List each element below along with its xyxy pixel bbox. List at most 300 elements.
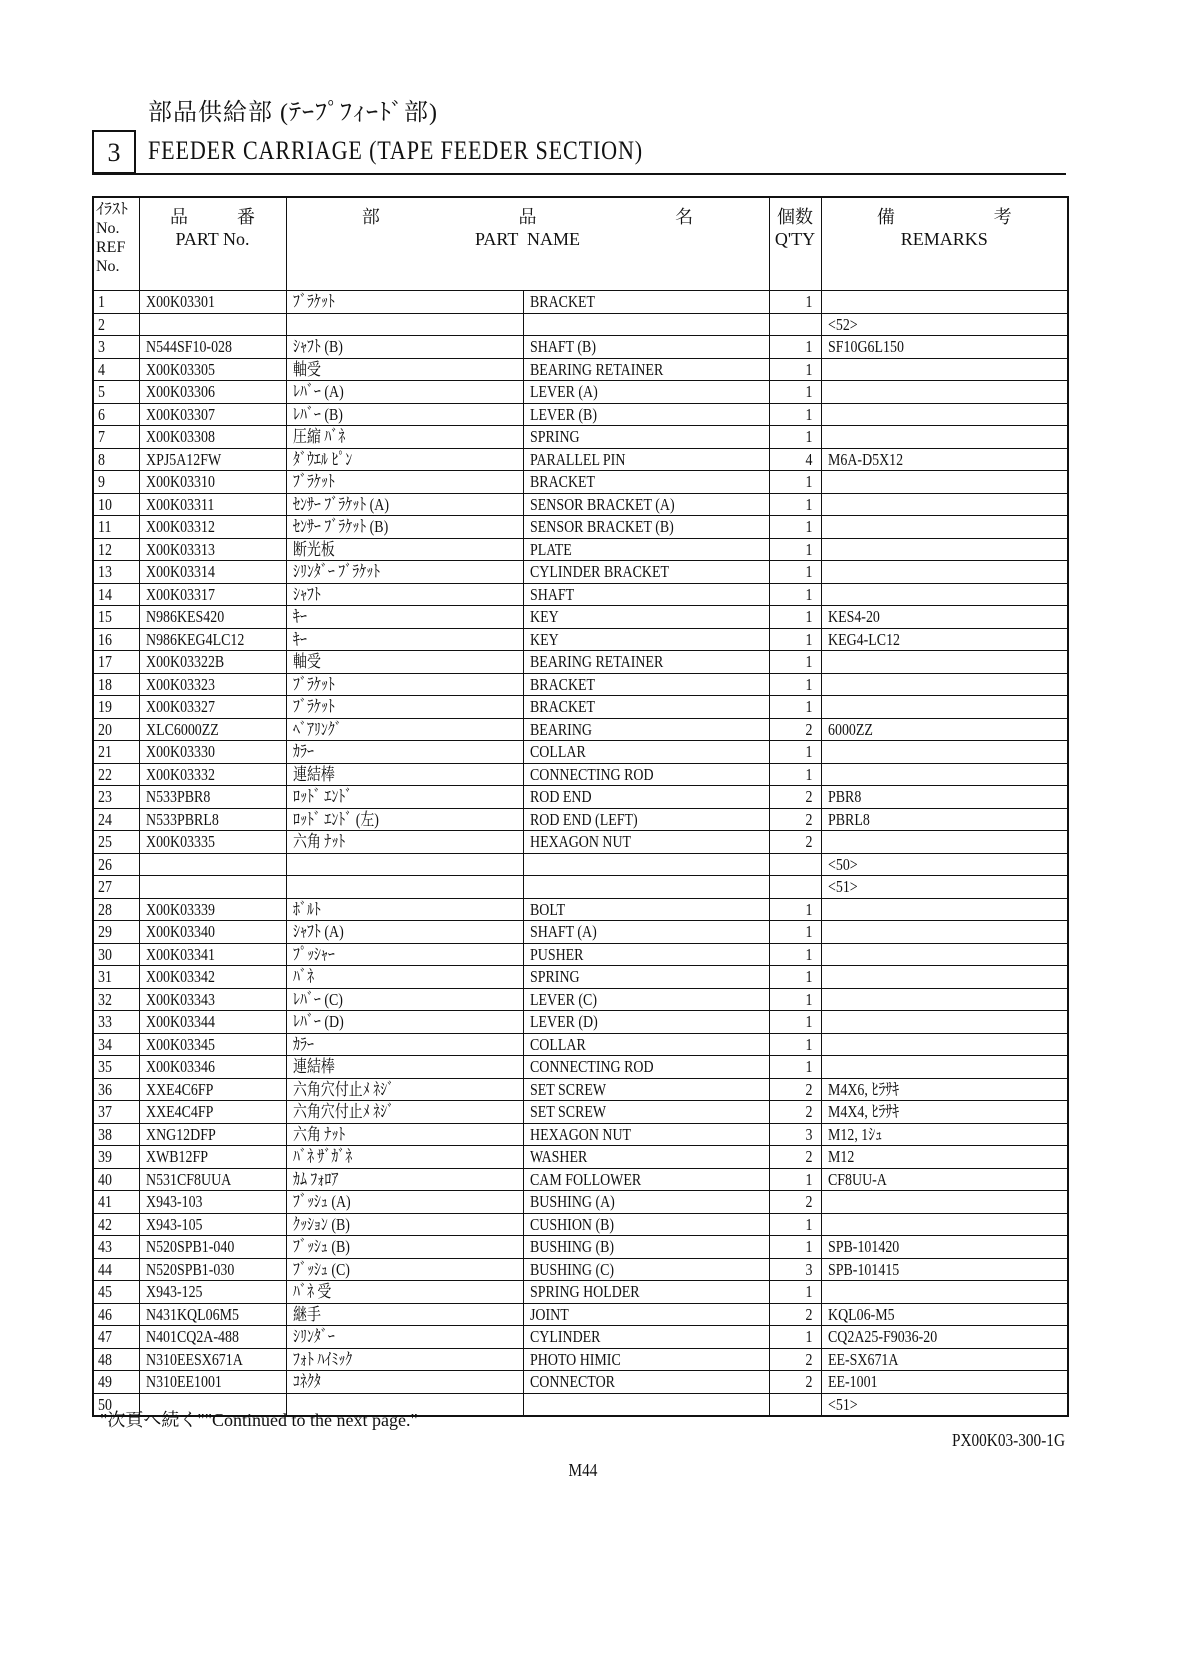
part-no-text: XWB12FP xyxy=(145,1147,208,1167)
table-row xyxy=(93,853,1068,876)
part-no-text: X00K03301 xyxy=(145,292,215,312)
remarks-text: EE-SX671A xyxy=(827,1349,898,1369)
part-no-text: X00K03341 xyxy=(145,944,215,964)
cell-qty xyxy=(769,516,821,539)
cell-part-name-jp xyxy=(286,358,523,381)
qty-text: 2 xyxy=(805,1102,813,1122)
ref-no-text: 22 xyxy=(98,764,112,784)
cell-part-no xyxy=(139,561,286,584)
part-name-en-text: CONNECTOR xyxy=(529,1372,615,1392)
cell-ref-no xyxy=(93,1281,139,1304)
cell-part-name-jp xyxy=(286,291,523,314)
ref-no-text: 21 xyxy=(98,742,112,762)
part-no-text: N533PBRL8 xyxy=(145,809,219,829)
cell-part-name-jp xyxy=(286,448,523,471)
part-name-en-text: BRACKET xyxy=(529,674,595,694)
ref-no-text: 12 xyxy=(98,539,112,559)
header-part-no xyxy=(139,197,286,291)
cell-part-name-en xyxy=(523,516,769,539)
cell-part-name-en xyxy=(523,1281,769,1304)
part-name-jp-text: 圧縮 ﾊﾞﾈ xyxy=(292,427,345,447)
cell-part-no xyxy=(139,651,286,674)
table-row xyxy=(93,1236,1068,1259)
qty-text: 1 xyxy=(805,292,813,312)
cell-remarks xyxy=(821,673,1068,696)
part-no-text: X00K03332 xyxy=(145,764,215,784)
cell-ref-no xyxy=(93,561,139,584)
ref-no-text: 36 xyxy=(98,1079,112,1099)
cell-remarks xyxy=(821,1281,1068,1304)
part-name-jp-text: ﾚﾊﾞｰ (D) xyxy=(292,1012,344,1032)
cell-ref-no xyxy=(93,336,139,359)
table-row xyxy=(93,313,1068,336)
table-row xyxy=(93,898,1068,921)
table-row xyxy=(93,426,1068,449)
part-no-text: X00K03313 xyxy=(145,539,215,559)
cell-qty xyxy=(769,1078,821,1101)
cell-qty xyxy=(769,471,821,494)
part-name-jp-text: ｼｬﾌﾄ (B) xyxy=(292,337,343,357)
part-name-jp-text: ｸｯｼｮﾝ (B) xyxy=(292,1214,350,1234)
cell-part-no xyxy=(139,763,286,786)
cell-qty xyxy=(769,583,821,606)
qty-text: 1 xyxy=(805,1057,813,1077)
cell-part-name-jp xyxy=(286,943,523,966)
cell-part-name-en xyxy=(523,921,769,944)
qty-text: 1 xyxy=(805,1169,813,1189)
cell-part-name-en xyxy=(523,1033,769,1056)
cell-ref-no xyxy=(93,381,139,404)
part-no-text: XXE4C4FP xyxy=(145,1102,213,1122)
cell-qty xyxy=(769,448,821,471)
table-row xyxy=(93,741,1068,764)
cell-part-name-en xyxy=(523,718,769,741)
cell-part-name-en xyxy=(523,358,769,381)
part-no-text: X00K03343 xyxy=(145,989,215,1009)
cell-remarks xyxy=(821,1191,1068,1214)
part-no-text: N401CQ2A-488 xyxy=(145,1327,239,1347)
part-name-en-text: LEVER (A) xyxy=(529,382,598,402)
remarks-text: <50> xyxy=(827,854,858,874)
ref-no-text: 5 xyxy=(98,382,105,402)
cell-qty xyxy=(769,718,821,741)
cell-part-name-en xyxy=(523,943,769,966)
part-no-text: X00K03312 xyxy=(145,517,215,537)
table-row xyxy=(93,471,1068,494)
cell-part-no xyxy=(139,853,286,876)
cell-remarks xyxy=(821,313,1068,336)
cell-part-no xyxy=(139,1258,286,1281)
table-row xyxy=(93,1056,1068,1079)
ref-no-text: 2 xyxy=(98,314,105,334)
ref-no-text: 32 xyxy=(98,989,112,1009)
ref-no-text: 20 xyxy=(98,719,112,739)
qty-text: 2 xyxy=(805,787,813,807)
cell-part-name-en xyxy=(523,561,769,584)
ref-no-text: 39 xyxy=(98,1147,112,1167)
header-jp: 番 xyxy=(237,207,255,227)
header-ref-line: No. xyxy=(96,220,120,237)
part-name-jp-text: ﾌﾞﾗｹｯﾄ xyxy=(292,472,335,492)
qty-text: 1 xyxy=(805,359,813,379)
qty-text: 1 xyxy=(805,1237,813,1257)
remarks-text: M4X4, ﾋﾗｻｷ xyxy=(827,1102,899,1122)
cell-ref-no xyxy=(93,1101,139,1124)
cell-part-no xyxy=(139,493,286,516)
cell-part-name-en xyxy=(523,696,769,719)
cell-qty xyxy=(769,1146,821,1169)
part-name-en-text: BEARING xyxy=(529,719,592,739)
part-name-en-text: BOLT xyxy=(529,899,565,919)
cell-part-no xyxy=(139,1371,286,1394)
cell-part-no xyxy=(139,1146,286,1169)
cell-part-no xyxy=(139,673,286,696)
ref-no-text: 1 xyxy=(98,292,105,312)
table-row xyxy=(93,538,1068,561)
cell-part-name-en xyxy=(523,1101,769,1124)
table-row xyxy=(93,1011,1068,1034)
table-row xyxy=(93,1191,1068,1214)
part-no-text: N544SF10-028 xyxy=(145,337,232,357)
cell-part-no xyxy=(139,1213,286,1236)
cell-part-no xyxy=(139,1326,286,1349)
cell-remarks xyxy=(821,1258,1068,1281)
cell-ref-no xyxy=(93,1348,139,1371)
ref-no-text: 23 xyxy=(98,787,112,807)
cell-qty xyxy=(769,673,821,696)
ref-no-text: 16 xyxy=(98,629,112,649)
cell-part-name-en xyxy=(523,898,769,921)
cell-ref-no xyxy=(93,831,139,854)
part-name-en-text: SENSOR BRACKET (B) xyxy=(529,517,674,537)
cell-part-no xyxy=(139,808,286,831)
qty-text: 1 xyxy=(805,562,813,582)
remarks-text: PBRL8 xyxy=(827,809,870,829)
cell-qty xyxy=(769,1123,821,1146)
ref-no-text: 48 xyxy=(98,1349,112,1369)
cell-part-name-en xyxy=(523,876,769,899)
qty-text: 1 xyxy=(805,607,813,627)
cell-remarks xyxy=(821,1371,1068,1394)
ref-no-text: 25 xyxy=(98,832,112,852)
table-row xyxy=(93,786,1068,809)
part-name-en-text: PHOTO HIMIC xyxy=(529,1349,621,1369)
part-name-jp-text: ﾚﾊﾞｰ (C) xyxy=(292,989,343,1009)
cell-part-no xyxy=(139,1011,286,1034)
qty-text: 1 xyxy=(805,1012,813,1032)
cell-remarks xyxy=(821,1236,1068,1259)
cell-qty xyxy=(769,358,821,381)
cell-qty xyxy=(769,1213,821,1236)
table-row xyxy=(93,448,1068,471)
part-no-text: X00K03317 xyxy=(145,584,215,604)
cell-part-name-jp xyxy=(286,808,523,831)
part-no-text: X00K03307 xyxy=(145,404,215,424)
cell-part-name-en xyxy=(523,1371,769,1394)
part-name-en-text: ROD END xyxy=(529,787,592,807)
cell-remarks xyxy=(821,1168,1068,1191)
table-row xyxy=(93,808,1068,831)
part-name-en-text: CUSHION (B) xyxy=(529,1214,614,1234)
qty-text: 1 xyxy=(805,674,813,694)
title-divider xyxy=(92,173,1066,175)
cell-remarks xyxy=(821,606,1068,629)
part-name-en-text: BRACKET xyxy=(529,697,595,717)
cell-part-name-jp xyxy=(286,471,523,494)
part-name-jp-text: ﾌﾞﾗｹｯﾄ xyxy=(292,674,335,694)
part-no-text: X00K03339 xyxy=(145,899,215,919)
cell-part-name-jp xyxy=(286,651,523,674)
part-name-jp-text: ﾀﾞｳｴﾙ ﾋﾟﾝ xyxy=(292,449,352,469)
part-name-en-text: WASHER xyxy=(529,1147,587,1167)
qty-text: 1 xyxy=(805,1034,813,1054)
cell-part-name-jp xyxy=(286,1348,523,1371)
part-no-text: N310EE1001 xyxy=(145,1372,222,1392)
table-row xyxy=(93,628,1068,651)
part-no-text: X00K03345 xyxy=(145,1034,215,1054)
table-row xyxy=(93,1303,1068,1326)
table-row xyxy=(93,943,1068,966)
part-no-text: X00K03308 xyxy=(145,427,215,447)
cell-part-name-en xyxy=(523,966,769,989)
cell-ref-no xyxy=(93,1258,139,1281)
cell-remarks xyxy=(821,1033,1068,1056)
cell-ref-no xyxy=(93,673,139,696)
cell-qty xyxy=(769,651,821,674)
ref-no-text: 7 xyxy=(98,427,105,447)
part-name-en-text: SPRING HOLDER xyxy=(529,1282,640,1302)
part-no-text: X00K03335 xyxy=(145,832,215,852)
cell-part-name-en xyxy=(523,1303,769,1326)
ref-no-text: 38 xyxy=(98,1124,112,1144)
cell-remarks xyxy=(821,358,1068,381)
cell-qty xyxy=(769,1303,821,1326)
ref-no-text: 13 xyxy=(98,562,112,582)
cell-part-name-en xyxy=(523,1146,769,1169)
cell-part-name-jp xyxy=(286,1326,523,1349)
part-no-text: X00K03346 xyxy=(145,1057,215,1077)
cell-ref-no xyxy=(93,426,139,449)
part-name-en-text: SPRING xyxy=(529,967,580,987)
part-name-jp-text: ｼｬﾌﾄ xyxy=(292,584,321,604)
cell-ref-no xyxy=(93,786,139,809)
table-row xyxy=(93,583,1068,606)
cell-part-name-jp xyxy=(286,1168,523,1191)
cell-qty xyxy=(769,1393,821,1416)
ref-no-text: 33 xyxy=(98,1012,112,1032)
remarks-text: SF10G6L150 xyxy=(827,337,904,357)
part-name-jp-text: ﾚﾊﾞｰ (B) xyxy=(292,404,343,424)
remarks-text: <52> xyxy=(827,314,858,334)
cell-part-no xyxy=(139,538,286,561)
qty-text: 2 xyxy=(805,1079,813,1099)
part-no-text: X943-103 xyxy=(145,1192,203,1212)
ref-no-text: 19 xyxy=(98,697,112,717)
cell-part-name-jp xyxy=(286,1123,523,1146)
part-name-jp-text: ﾌﾟｯｼｬｰ xyxy=(292,944,335,964)
cell-qty xyxy=(769,381,821,404)
cell-part-name-en xyxy=(523,763,769,786)
cell-ref-no xyxy=(93,583,139,606)
part-name-en-text: SHAFT (B) xyxy=(529,337,596,357)
cell-part-name-jp xyxy=(286,493,523,516)
part-name-en-text: PUSHER xyxy=(529,944,583,964)
part-name-jp-text: ﾛｯﾄﾞ ｴﾝﾄﾞ xyxy=(292,787,352,807)
part-name-jp-text: 六角穴付止ﾒ ﾈｼﾞ xyxy=(292,1102,394,1122)
cell-part-no xyxy=(139,741,286,764)
qty-text: 2 xyxy=(805,1147,813,1167)
cell-part-no xyxy=(139,1168,286,1191)
cell-qty xyxy=(769,1191,821,1214)
cell-part-name-en xyxy=(523,1123,769,1146)
continued-note: "次頁へ続く""Continued to the next page." xyxy=(100,1410,418,1430)
cell-part-name-jp xyxy=(286,1146,523,1169)
cell-ref-no xyxy=(93,1078,139,1101)
cell-part-no xyxy=(139,336,286,359)
cell-part-name-jp xyxy=(286,898,523,921)
remarks-text: 6000ZZ xyxy=(827,719,873,739)
qty-text: 1 xyxy=(805,629,813,649)
part-name-jp-text: ｶﾑ ﾌｫﾛｱ xyxy=(292,1169,338,1189)
cell-ref-no xyxy=(93,651,139,674)
cell-remarks xyxy=(821,1123,1068,1146)
part-no-text: XNG12DFP xyxy=(145,1124,216,1144)
cell-ref-no xyxy=(93,448,139,471)
part-no-text: X00K03340 xyxy=(145,922,215,942)
cell-remarks xyxy=(821,696,1068,719)
table-row xyxy=(93,1146,1068,1169)
part-no-text: X943-105 xyxy=(145,1214,203,1234)
cell-qty xyxy=(769,988,821,1011)
part-name-en-text: CONNECTING ROD xyxy=(529,764,654,784)
cell-remarks xyxy=(821,651,1068,674)
ref-no-text: 29 xyxy=(98,922,112,942)
cell-ref-no xyxy=(93,876,139,899)
cell-qty xyxy=(769,336,821,359)
header-en: REMARKS xyxy=(900,229,988,249)
cell-ref-no xyxy=(93,313,139,336)
qty-text: 1 xyxy=(805,494,813,514)
cell-qty xyxy=(769,291,821,314)
cell-part-name-en xyxy=(523,1393,769,1416)
cell-part-name-jp xyxy=(286,1191,523,1214)
ref-no-text: 28 xyxy=(98,899,112,919)
cell-remarks xyxy=(821,943,1068,966)
ref-no-text: 44 xyxy=(98,1259,112,1279)
ref-no-text: 9 xyxy=(98,472,105,492)
header-jp: 部 xyxy=(361,207,380,227)
cell-ref-no xyxy=(93,853,139,876)
cell-ref-no xyxy=(93,403,139,426)
cell-part-name-jp xyxy=(286,583,523,606)
qty-text: 1 xyxy=(805,382,813,402)
cell-part-name-jp xyxy=(286,1258,523,1281)
cell-part-name-jp xyxy=(286,988,523,1011)
cell-ref-no xyxy=(93,1168,139,1191)
part-name-jp-text: ﾊﾞﾈ 受 xyxy=(292,1282,331,1302)
cell-part-no xyxy=(139,381,286,404)
cell-qty xyxy=(769,831,821,854)
part-no-text: N520SPB1-040 xyxy=(145,1237,234,1257)
page-number: M44 xyxy=(568,1460,598,1480)
cell-remarks xyxy=(821,403,1068,426)
cell-remarks xyxy=(821,516,1068,539)
cell-qty xyxy=(769,628,821,651)
cell-remarks xyxy=(821,1101,1068,1124)
cell-part-name-jp xyxy=(286,966,523,989)
cell-ref-no xyxy=(93,1213,139,1236)
table-row xyxy=(93,673,1068,696)
cell-part-no xyxy=(139,628,286,651)
cell-remarks xyxy=(821,583,1068,606)
cell-part-name-en xyxy=(523,831,769,854)
cell-qty xyxy=(769,921,821,944)
part-name-jp-text: ﾌﾞﾗｹｯﾄ xyxy=(292,292,335,312)
part-name-jp-text: ﾌﾞﾗｹｯﾄ xyxy=(292,697,335,717)
qty-text: 1 xyxy=(805,584,813,604)
part-no-text: X00K03305 xyxy=(145,359,215,379)
part-name-en-text: CONNECTING ROD xyxy=(529,1057,654,1077)
page-title-jp: 部品供給部 (ﾃｰﾌﾟﾌｨｰﾄﾞ部) xyxy=(148,100,438,126)
qty-text: 3 xyxy=(805,1124,813,1144)
part-name-jp-text: 軸受 xyxy=(292,652,321,672)
part-no-text: X00K03342 xyxy=(145,967,215,987)
cell-ref-no xyxy=(93,1056,139,1079)
cell-ref-no xyxy=(93,921,139,944)
document-number: PX00K03-300-1G xyxy=(951,1430,1065,1450)
table-row xyxy=(93,1168,1068,1191)
ref-no-text: 49 xyxy=(98,1372,112,1392)
header-ref-no xyxy=(93,197,139,291)
cell-part-name-en xyxy=(523,1258,769,1281)
part-name-jp-text: 連結棒 xyxy=(292,764,335,784)
cell-part-name-jp xyxy=(286,763,523,786)
cell-ref-no xyxy=(93,516,139,539)
table-row xyxy=(93,1348,1068,1371)
cell-part-no xyxy=(139,1033,286,1056)
part-name-jp-text: 六角穴付止ﾒ ﾈｼﾞ xyxy=(292,1079,394,1099)
cell-part-name-en xyxy=(523,1213,769,1236)
header-jp: 備 xyxy=(876,207,895,227)
part-name-jp-text: ﾌﾞｯｼｭ (C) xyxy=(292,1259,350,1279)
qty-text: 1 xyxy=(805,697,813,717)
part-name-en-text: CAM FOLLOWER xyxy=(529,1169,641,1189)
section-number: 3 xyxy=(92,130,136,174)
cell-remarks xyxy=(821,1056,1068,1079)
part-name-jp-text: ｼｬﾌﾄ (A) xyxy=(292,922,344,942)
part-no-text: X943-125 xyxy=(145,1282,203,1302)
qty-text: 1 xyxy=(805,472,813,492)
cell-part-no xyxy=(139,313,286,336)
cell-qty xyxy=(769,966,821,989)
remarks-text: KQL06-M5 xyxy=(827,1304,895,1324)
remarks-text: EE-1001 xyxy=(827,1372,878,1392)
cell-ref-no xyxy=(93,1011,139,1034)
cell-part-no xyxy=(139,448,286,471)
cell-part-name-jp xyxy=(286,1371,523,1394)
cell-remarks xyxy=(821,1011,1068,1034)
cell-ref-no xyxy=(93,1146,139,1169)
table-row xyxy=(93,921,1068,944)
cell-part-name-en xyxy=(523,988,769,1011)
qty-text: 1 xyxy=(805,742,813,762)
cell-remarks xyxy=(821,381,1068,404)
part-name-en-text: SHAFT (A) xyxy=(529,922,597,942)
qty-text: 2 xyxy=(805,1349,813,1369)
part-name-en-text: ROD END (LEFT) xyxy=(529,809,638,829)
cell-part-name-jp xyxy=(286,1213,523,1236)
cell-part-no xyxy=(139,966,286,989)
